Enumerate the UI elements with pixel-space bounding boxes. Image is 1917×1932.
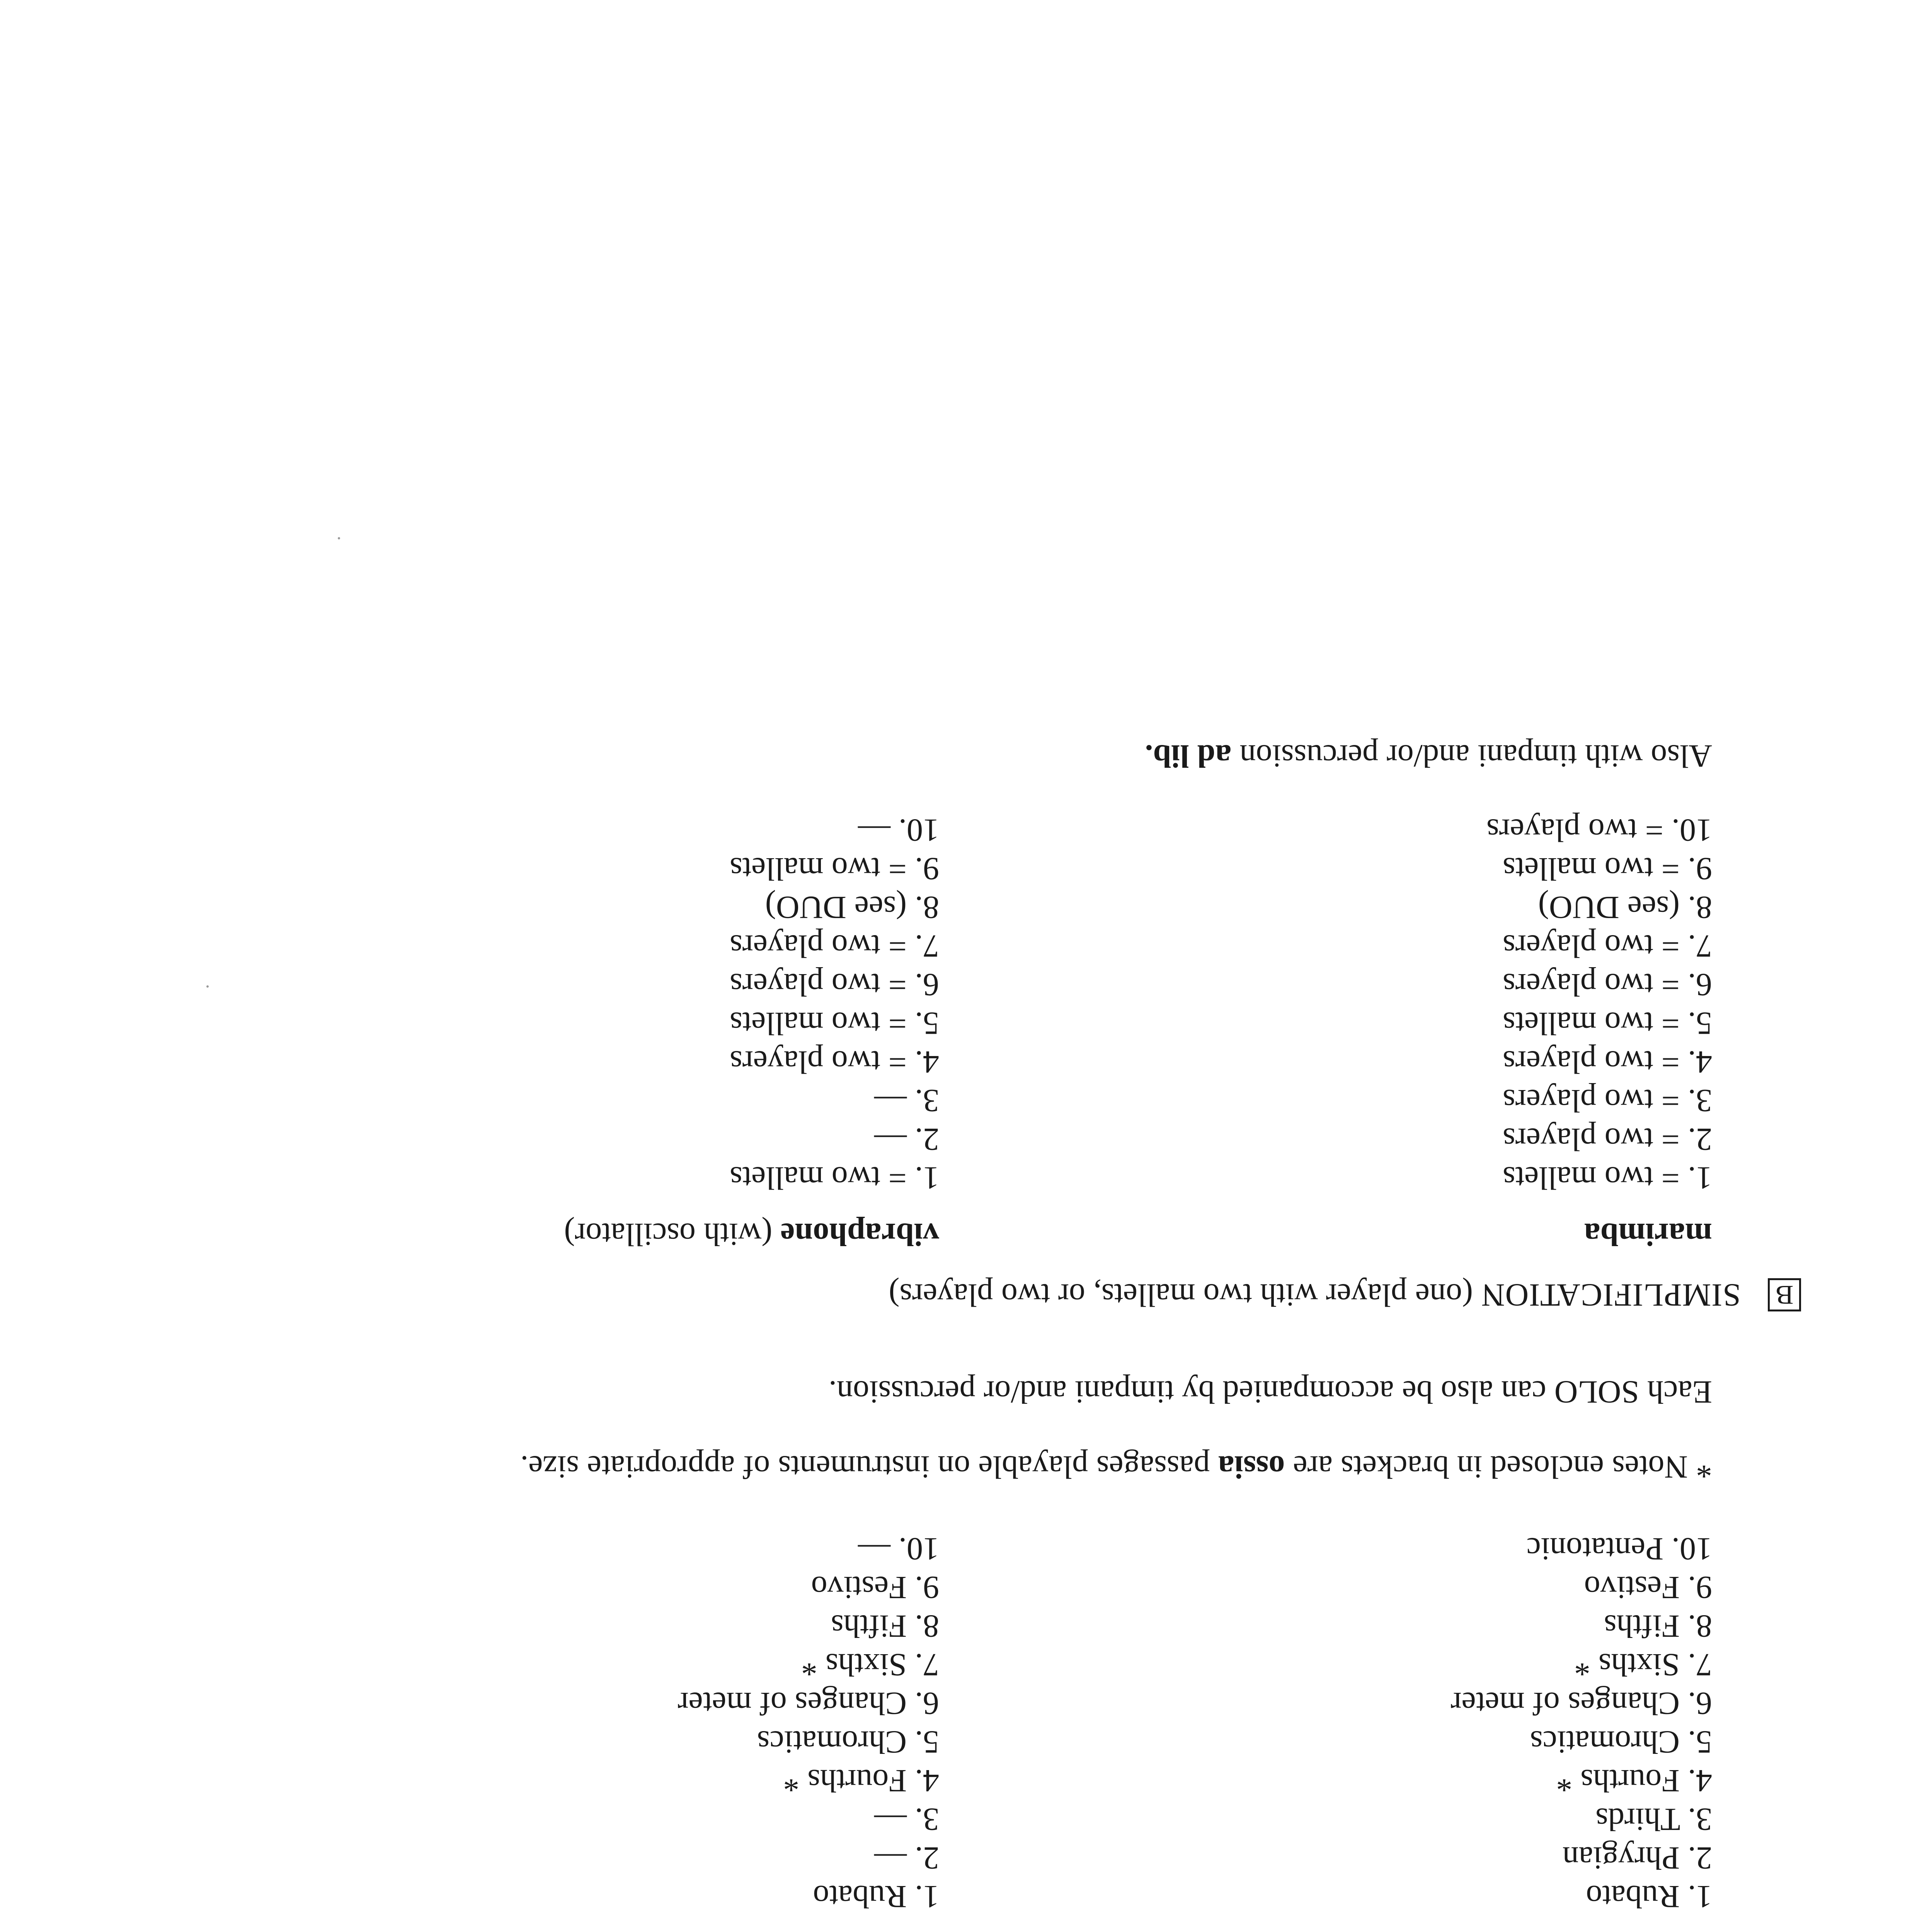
list-item: 6. = two players bbox=[1503, 967, 1712, 1003]
list-item: 7. Sixths * bbox=[1574, 1647, 1712, 1683]
list-item: 10. — bbox=[858, 1531, 939, 1567]
column-heading bbox=[939, 1216, 1712, 1253]
text: passages playable on instruments of appropriate size. bbox=[520, 1449, 1218, 1485]
list-item: 2. — bbox=[874, 1121, 939, 1157]
list-item: 9. Festivo bbox=[1584, 1570, 1712, 1605]
list-item: 7. = two players bbox=[1503, 928, 1712, 964]
list-item: 8. Fifths bbox=[1604, 1608, 1712, 1644]
list-item: 1. Rubato bbox=[1586, 1879, 1712, 1915]
section-a-columns bbox=[116, 1529, 1712, 1932]
bold-text: ad lib. bbox=[1145, 738, 1232, 774]
list-item: 10. Pentatonic bbox=[1526, 1531, 1712, 1567]
text: (with oscillator) bbox=[564, 1216, 781, 1252]
list-item: 3. Thirds bbox=[1595, 1801, 1712, 1837]
list-item: 1. = two mallets bbox=[1503, 1160, 1712, 1196]
vibraphone-list bbox=[166, 811, 939, 1197]
ossia-note bbox=[116, 1447, 1712, 1487]
list-item: 8. (see DUO) bbox=[1538, 889, 1712, 925]
list-item: 1. = two mallets bbox=[730, 1160, 939, 1196]
list-item: 3. = two players bbox=[1503, 1083, 1712, 1119]
list-item: 5. = two mallets bbox=[730, 1005, 939, 1041]
list-item: 3. — bbox=[874, 1801, 939, 1837]
text: Also with timpani and/or percussion bbox=[1231, 738, 1712, 774]
bold-text: ossia bbox=[1218, 1449, 1285, 1485]
list-item: 10. = two players bbox=[1486, 812, 1712, 848]
list-item: 9. = two mallets bbox=[1503, 851, 1712, 887]
text: * Notes enclosed in brackets are bbox=[1285, 1449, 1712, 1485]
section-a-marimba-column bbox=[939, 1529, 1712, 1932]
list-item: 9. Festivo bbox=[811, 1570, 939, 1605]
list-item: 3. — bbox=[874, 1083, 939, 1119]
list-item: 1. Rubato bbox=[813, 1879, 939, 1915]
list-item: 6. Changes of meter bbox=[678, 1685, 939, 1721]
marimba-list bbox=[939, 1529, 1712, 1916]
column-heading bbox=[166, 1216, 939, 1253]
list-item: 7. = two players bbox=[730, 928, 939, 964]
vibraphone-list bbox=[166, 1529, 939, 1916]
list-item: 7. Sixths * bbox=[801, 1647, 939, 1683]
list-item: 5. Chromatics bbox=[1530, 1724, 1712, 1760]
solo-accompaniment-note: Each SOLO can also be accompanied by timpani and/or percussion. bbox=[829, 1374, 1712, 1410]
list-item: 5. = two mallets bbox=[1503, 1005, 1712, 1041]
list-item: 8. Fifths bbox=[831, 1608, 939, 1644]
list-item: 2. — bbox=[874, 1840, 939, 1876]
section-a-vibraphone-column bbox=[166, 1529, 939, 1932]
bold-text: vibraphone bbox=[780, 1216, 939, 1252]
section-b-columns bbox=[116, 811, 1712, 1253]
section-b-marimba-column bbox=[939, 811, 1712, 1253]
preface-content bbox=[116, 736, 1801, 1932]
list-item: 2. Phrygian bbox=[1562, 1840, 1712, 1876]
section-b-heading bbox=[116, 1276, 1801, 1314]
list-item: 4. = two players bbox=[730, 1044, 939, 1080]
list-item: 6. Changes of meter bbox=[1451, 1685, 1712, 1721]
paper-speck bbox=[206, 985, 209, 988]
list-item: 8. (see DUO) bbox=[765, 889, 939, 925]
list-item: 2. = two players bbox=[1503, 1121, 1712, 1157]
section-b-letter: B bbox=[1768, 1279, 1801, 1312]
section-b-vibraphone-column bbox=[166, 811, 939, 1253]
section-b-title: SIMPLIFICATION bbox=[1481, 1277, 1741, 1313]
marimba-list bbox=[939, 811, 1712, 1197]
list-item: 4. Fourths * bbox=[1556, 1763, 1712, 1799]
paper-speck bbox=[338, 537, 340, 539]
list-item: 5. Chromatics bbox=[757, 1724, 939, 1760]
list-item: 6. = two players bbox=[730, 967, 939, 1003]
list-item: 10. — bbox=[858, 812, 939, 848]
bold-text: marimba bbox=[1584, 1216, 1712, 1252]
list-item: 4. Fourths * bbox=[783, 1763, 939, 1799]
list-item: 9. = two mallets bbox=[730, 851, 939, 887]
list-item: 4. = two players bbox=[1503, 1044, 1712, 1080]
ad-lib-note bbox=[116, 736, 1712, 776]
section-b-subtitle: (one player with two mallets, or two players) bbox=[889, 1277, 1473, 1313]
